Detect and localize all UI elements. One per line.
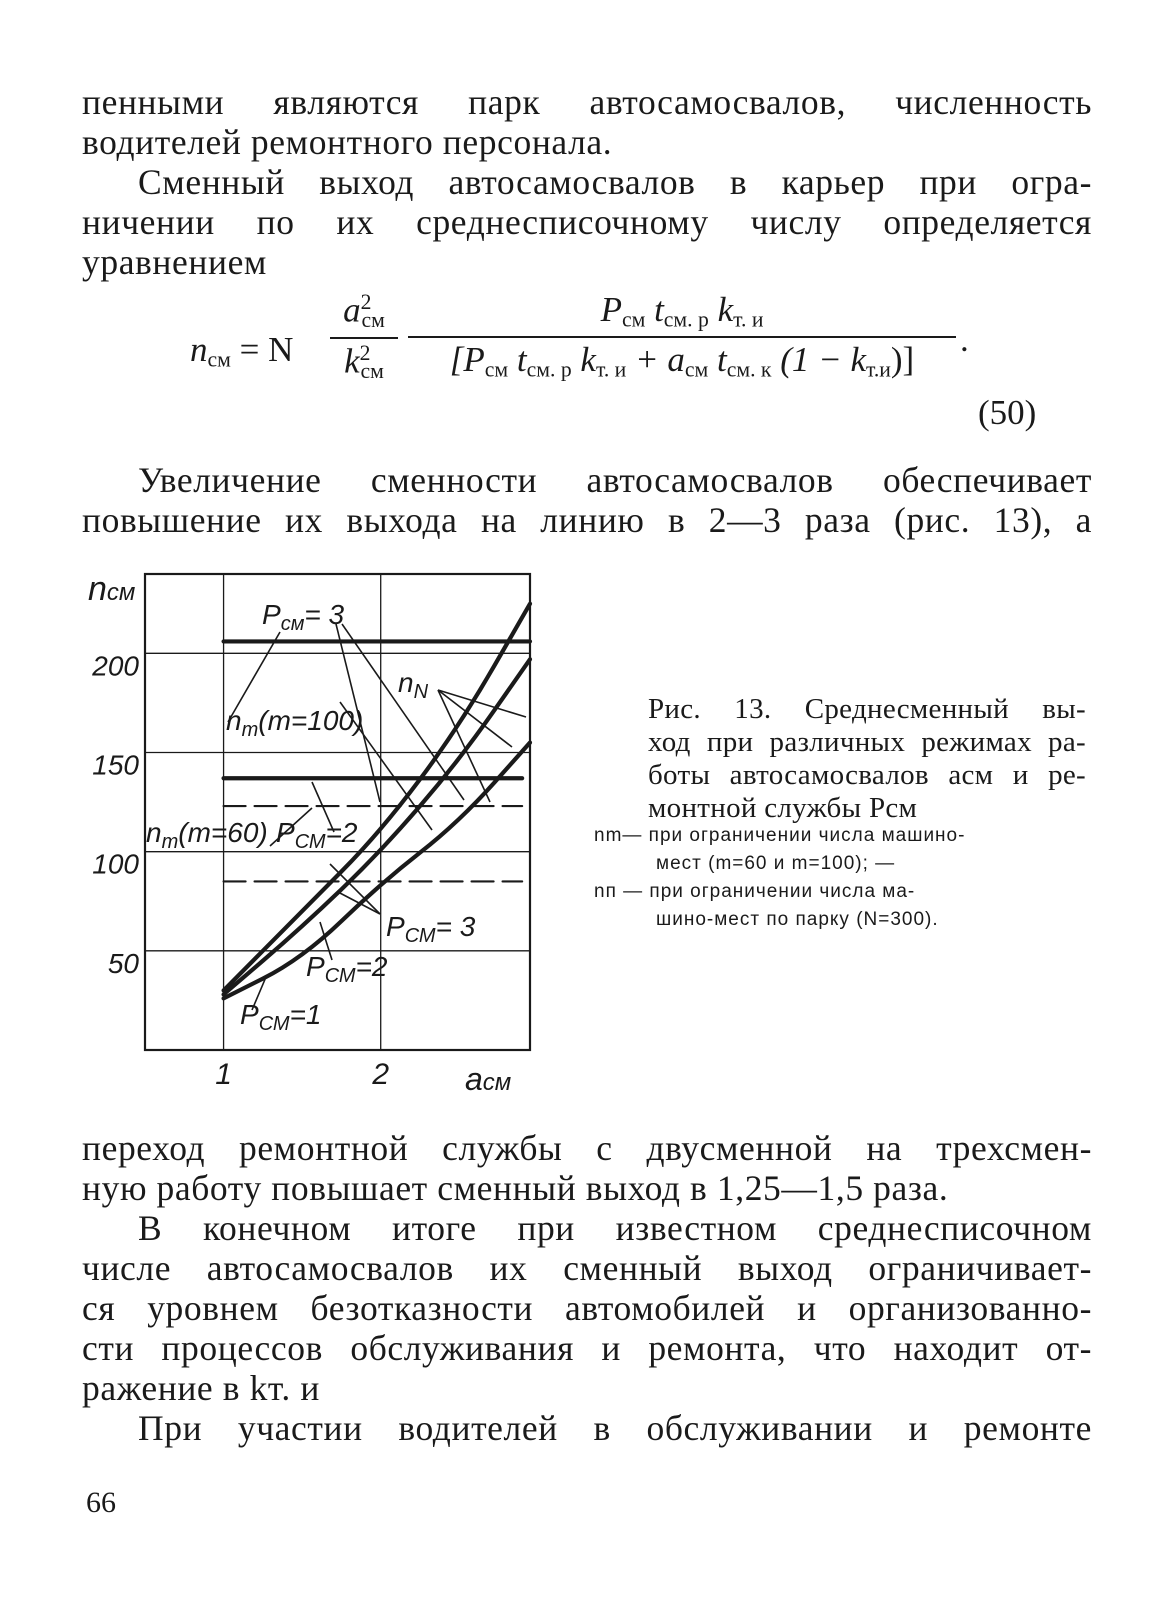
figure-caption (648, 693, 1086, 825)
caption-line: Рис. 13. Среднесменный вы- (648, 693, 1086, 725)
text-line: водителей ремонтного персонала. (82, 122, 613, 162)
x-tick-label: 2 (372, 1058, 390, 1091)
text-line: переход ремонтной службы с двусменной на трехсмен- (82, 1128, 1092, 1168)
legend-line: шино-мест по парку (N=300). (656, 909, 939, 930)
text-line: пенными являются парк автосамосвалов, численность (82, 82, 1092, 122)
label-p2-mid: $P_{СМ}=2$ (276, 817, 358, 853)
equation-number: (50) (978, 393, 1037, 432)
text-line: числе автосамосвалов их сменный выход ограничивает- (82, 1248, 1092, 1288)
y-tick-label: 200 (92, 650, 139, 682)
text-line: В конечном итоге при известном среднесписочном (138, 1208, 1092, 1248)
series-line-4 (224, 604, 530, 991)
y-tick-label: 100 (92, 848, 139, 880)
text-line: ничении по их среднесписочному числу определяется (82, 202, 1092, 242)
formula-fraction-1: $a^2_{см}$ $k^2_{см}$ (330, 290, 398, 384)
legend-line: nm— при ограничении числа машино- (594, 825, 966, 846)
paragraph-repair-shift (82, 1128, 1092, 1208)
text-line: ную работу повышает сменный выход в 1,25—1,5 раза. (82, 1168, 949, 1208)
formula-fraction-2: $P_{см}$ $t_{см. р}$ $k_{т. и}$ [$P_{см}$ $t_{см. р}$ $k_{т. и} + a_{см}$ $t_{см. к}$ $(1 - k_{т.и})$] (408, 290, 956, 383)
paragraph-drivers (82, 1408, 1092, 1448)
figure-legend (594, 822, 1089, 934)
text-line: ражение в kт. и (82, 1368, 320, 1408)
equation-50 (190, 290, 990, 410)
caption-line: боты автосамосвалов aсм и ре- (648, 759, 1086, 791)
label-p2-low: $P_{СМ}=2$ (306, 951, 388, 987)
paragraph-intro-equation (82, 162, 1092, 282)
text-line: ся уровнем безотказности автомобилей и организованно- (82, 1288, 1092, 1328)
text-line: Сменный выход автосамосвалов в карьер при огра- (138, 162, 1092, 202)
y-tick-label: 150 (92, 749, 139, 781)
label-p1-low: $P_{СМ}=1$ (240, 999, 322, 1035)
y-axis-label: nсм (88, 572, 136, 608)
caption-line: ход при различных режимах ра- (648, 726, 1086, 758)
formula-dot: . (960, 320, 969, 359)
legend-line: мест (m=60 и m=100); — (656, 853, 896, 874)
chart-series (224, 604, 530, 999)
chart-svg (80, 572, 550, 1102)
label-p3-top: $P_{см}= 3$ (262, 599, 345, 635)
text-line: Увеличение сменности автосамосвалов обеспечивает (138, 460, 1092, 500)
formula-lhs: $n_{см} = N$ (190, 330, 294, 372)
paragraph-conclusion (82, 1208, 1092, 1408)
label-p3-low: $P_{СМ}= 3$ (386, 911, 476, 947)
label-nm100: $n_m(m=100)$ (226, 705, 364, 741)
x-axis-label: aсм (465, 1061, 512, 1097)
paragraph-increase (82, 460, 1092, 540)
paragraph-top (82, 82, 1092, 162)
legend-line: nп — при ограничении числа ма- (594, 881, 916, 902)
caption-line: монтной службы Pсм (648, 792, 918, 824)
figure-13-chart (80, 572, 550, 1102)
label-nN: $n_N$ (398, 667, 429, 703)
text-line: повышение их выхода на линию в 2—3 раза (рис. 13), а (82, 500, 1092, 540)
y-tick-label: 50 (107, 947, 139, 979)
x-tick-label: 1 (215, 1058, 232, 1091)
label-nm60: $n_m(m=60)$ (146, 817, 268, 853)
text-line: уравнением (82, 242, 267, 282)
page-number: 66 (86, 1486, 116, 1519)
text-line: При участии водителей в обслуживании и ремонте (138, 1408, 1092, 1448)
text-line: сти процессов обслуживания и ремонта, что находит от- (82, 1328, 1092, 1368)
